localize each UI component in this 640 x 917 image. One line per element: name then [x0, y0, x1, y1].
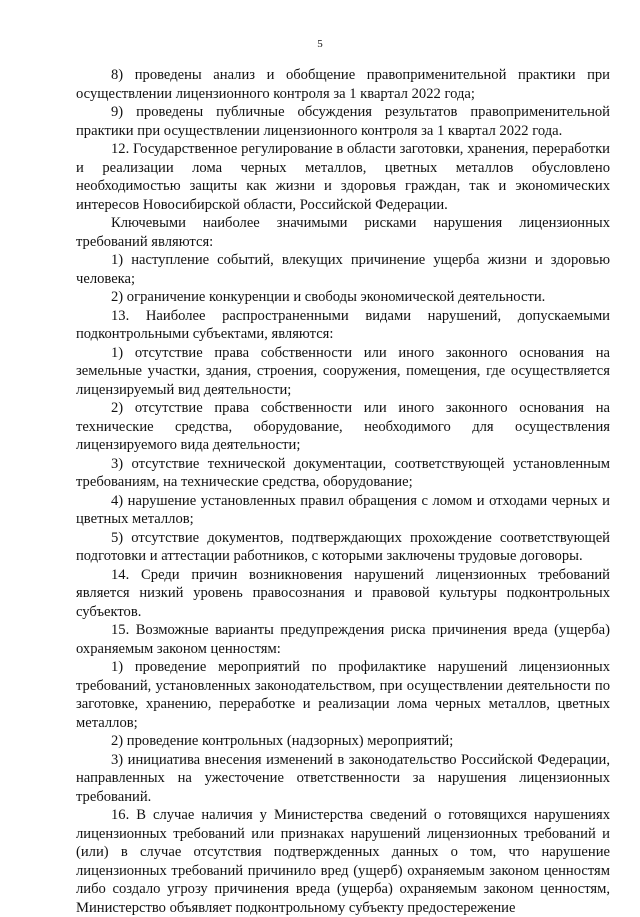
paragraph-risk-1: 1) наступление событий, влекущих причинение ущерба жизни и здоровью человека; [76, 252, 610, 287]
paragraph-violation-1: 1) отсутствие права собственности или иного законного основания на земельные участки, здания, строения, сооружения, помещения, где осуществляется лицензируемый вид деятельности; [76, 344, 610, 398]
document-body [76, 66, 610, 917]
paragraph-prevention-2: 2) проведение контрольных (надзорных) мероприятий; [111, 733, 454, 749]
paragraph-violation-5: 5) отсутствие документов, подтверждающих прохождение соответствующей подготовки и аттестации работников, с которыми заключены трудовые договоры. [76, 529, 610, 564]
paragraph-violation-3: 3) отсутствие технической документации, соответствующей установленным требованиям, на технические средства, оборудование; [76, 455, 610, 490]
paragraph-item-8-analysis: 8) проведены анализ и обобщение правоприменительной практики при осуществлении лицензионного контроля за 1 квартал 2022 года; [76, 67, 610, 102]
paragraph-13-violations-intro: 13. Наиболее распространенными видами нарушений, допускаемыми подконтрольными субъектами, являются: [76, 307, 610, 342]
page-number: 5 [317, 38, 323, 50]
paragraph-risk-2: 2) ограничение конкуренции и свободы экономической деятельности. [111, 289, 546, 305]
paragraph-prevention-3: 3) инициатива внесения изменений в законодательство Российской Федерации, направленных на ужесточение ответственности за нарушения лицензионных требований. [76, 751, 610, 805]
paragraph-12-state-regulation: 12. Государственное регулирование в области заготовки, хранения, переработки и реализации лома черных металлов, цветных металлов обусловлено необходимостью защиты как жизни и здоровья граждан, так и экономических интересов Новосибирской области, Российской Федерации. [76, 141, 610, 213]
paragraph-15-prevention-intro: 15. Возможные варианты предупреждения риска причинения вреда (ущерба) охраняемым законом ценностям: [76, 622, 610, 657]
paragraph-violation-2: 2) отсутствие права собственности или иного законного основания на технические средства, оборудование, необходимого для осуществления лицензируемого вида деятельности; [76, 400, 610, 453]
paragraph-14-causes: 14. Среди причин возникновения нарушений лицензионных требований является низкий уровень правосознания и правовой культуры подконтрольных субъектов. [76, 566, 610, 620]
paragraph-item-9-public-discussion: 9) проведены публичные обсуждения результатов правоприменительной практики при осуществлении лицензионного контроля за 1 квартал 2022 года. [76, 104, 610, 139]
paragraph-prevention-1: 1) проведение мероприятий по профилактике нарушений лицензионных требований, установленных законодательством, при осуществлении деятельности по заготовке, хранению, переработке и реализации лома черных металлов, цветных металлов; [76, 659, 610, 731]
paragraph-key-risks-intro: Ключевыми наиболее значимыми рисками нарушения лицензионных требований являются: [76, 215, 610, 250]
paragraph-violation-4: 4) нарушение установленных правил обращения с ломом и отходами черных и цветных металлов; [76, 492, 610, 527]
paragraph-16-warning: 16. В случае наличия у Министерства сведений о готовящихся нарушениях лицензионных требований или признаках нарушений лицензионных требований и (или) в случае отсутствия подтвержденных данных о том, что нарушение лицензионных требований причинило вред (ущерб) охраняемым законом ценностям либо создало угрозу причинения вреда (ущерба) охраняемым законом ценностям, Министерство объявляет подконтрольному субъекту предостережение [76, 807, 610, 916]
